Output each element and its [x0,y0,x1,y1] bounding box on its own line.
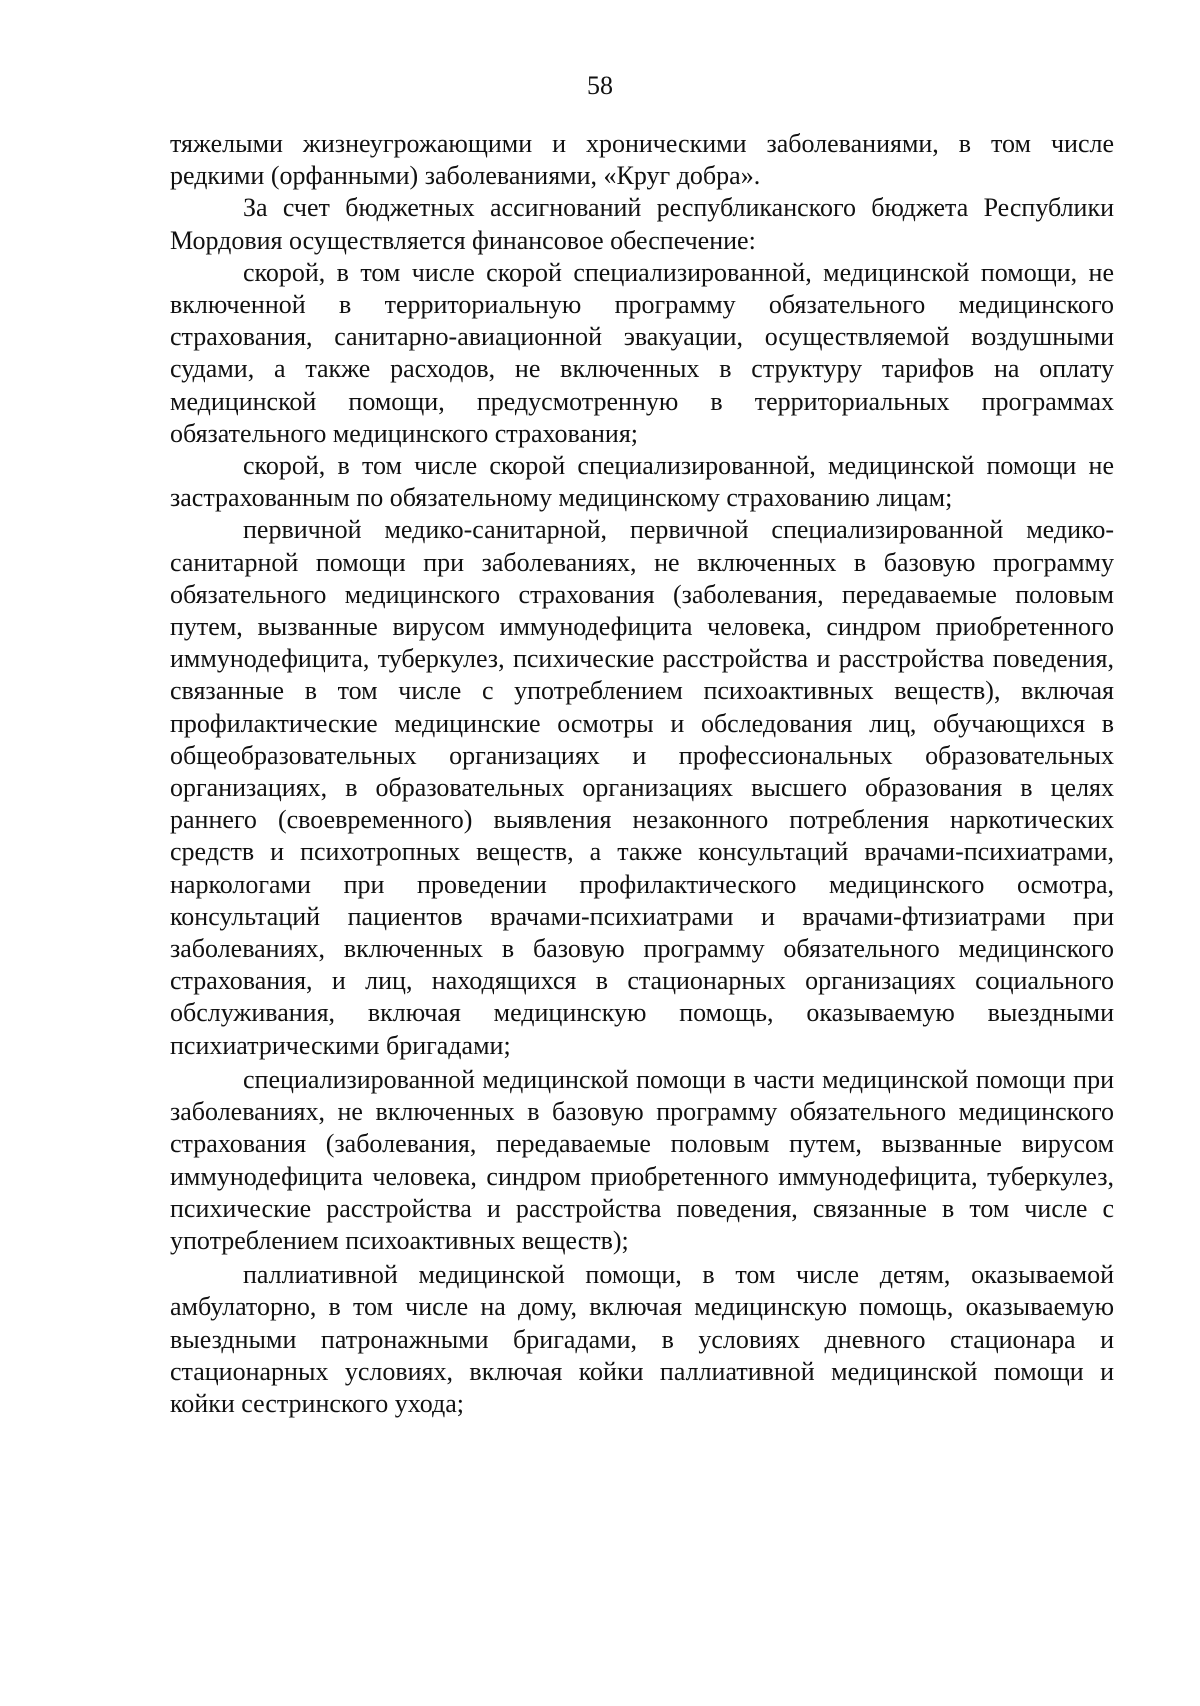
paragraph-specialized-care: специализированной медицинской помощи в части медицинской помощи при заболеваниях, не включенных в базовую программу обязательного медицинского страхования (заболевания, передаваемые половым путем, вызванные вирусом иммунодефицита человека, синдром приобретенного иммунодефицита, туберкулез, психические расстройства и расстройства поведения, связанные в том числе с употреблением психоактивных веществ); [170,1064,1114,1255]
paragraph-primary-care: первичной медико-санитарной, первичной специализированной медико-санитарной помощи при заболеваниях, не включенных в базовую программу обязательного медицинского страхования (заболевания, передаваемые половым путем, вызванные вирусом иммунодефицита человека, синдром приобретенного иммунодефицита, туберкулез, психические расстройства и расстройства поведения, связанные в том числе с употреблением психоактивных веществ), включая профилактические медицинские осмотры и обследования лиц, обучающихся в общеобразовательных организациях и профессиональных образовательных организациях, в образовательных организациях высшего образования в целях раннего (своевременного) выявления незаконного потребления наркотических средств и психотропных веществ, а также консультаций врачами-психиатрами, наркологами при проведении профилактического медицинского осмотра, консультаций пациентов врачами-психиатрами и врачами-фтизиатрами при заболеваниях, включенных в базовую программу обязательного медицинского страхования, и лиц, находящихся в стационарных организациях социального обслуживания, включая медицинскую помощь, оказываемую выездными психиатрическими бригадами; [170,515,1114,1060]
document-body [170,128,1114,1420]
paragraph-ambulance-uninsured: скорой, в том числе скорой специализированной, медицинской помощи не застрахованным по обязательному медицинскому страхованию лицам; [170,451,1114,513]
paragraph-funding-intro: За счет бюджетных ассигнований республиканского бюджета Республики Мордовия осуществляется финансовое обеспечение: [170,193,1114,255]
paragraph-ambulance-care: скорой, в том числе скорой специализированной, медицинской помощи, не включенной в территориальную программу обязательного медицинского страхования, санитарно-авиационной эвакуации, осуществляемой воздушными судами, а также расходов, не включенных в структуру тарифов на оплату медицинской помощи, предусмотренную в территориальных программах обязательного медицинского страхования; [170,257,1114,448]
paragraph-continuation: тяжелыми жизнеугрожающими и хроническими заболеваниями, в том числе редкими (орфанными) заболеваниями, «Круг добра». [170,129,1114,191]
page-number: 58 [587,71,613,100]
paragraph-palliative-care: паллиативной медицинской помощи, в том числе детям, оказываемой амбулаторно, в том числе на дому, включая медицинскую помощь, оказываемую выездными патронажными бригадами, в условиях дневного стационара и стационарных условиях, включая койки паллиативной медицинской помощи и койки сестринского ухода; [170,1260,1114,1418]
